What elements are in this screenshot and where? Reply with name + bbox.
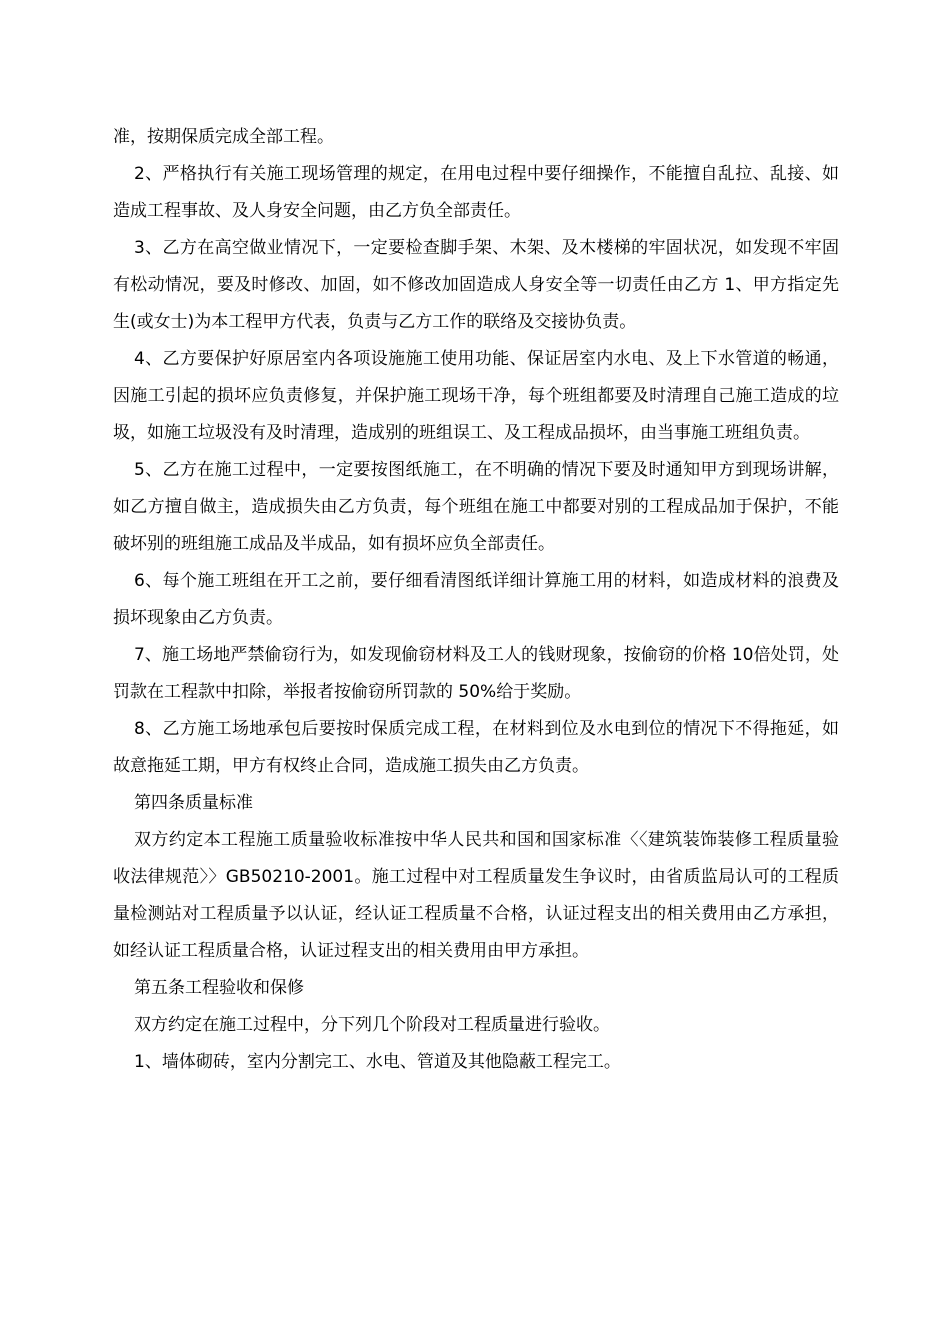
paragraph: 准，按期保质完成全部工程。 [113,127,334,147]
paragraph: 5、乙方在施工过程中，一定要按图纸施工，在不明确的情况下要及时通知甲方到现场讲解，如乙方擅自做主，造成损失由乙方负责，每个班组在施工中都要对别的工程成品加于保护，不能破坏别的班组施工成品及半成品，如有损坏应负全部责任。 [113,460,839,554]
paragraph: 7、施工场地严禁偷窃行为，如发现偷窃材料及工人的钱财现象，按偷窃的价格 10倍处罚，处罚款在工程款中扣除，举报者按偷窃所罚款的 50%给于奖励。 [113,645,839,702]
paragraph: 6、每个施工班组在开工之前，要仔细看清图纸详细计算施工用的材料，如造成材料的浪费及损坏现象由乙方负责。 [113,571,839,628]
document-body [113,119,839,1081]
section-heading: 第四条质量标准 [134,793,253,813]
paragraph: 双方约定本工程施工质量验收标准按中华人民共和国和国家标准〈〈建筑装饰装修工程质量验收法律规范〉〉GB50210-2001。施工过程中对工程质量发生争议时，由省质监局认可的工程质量检测站对工程质量予以认证，经认证工程质量不合格，认证过程支出的相关费用由乙方承担，如经认证工程质量合格，认证过程支出的相关费用由甲方承担。 [113,830,839,961]
paragraph: 8、乙方施工场地承包后要按时保质完成工程，在材料到位及水电到位的情况下不得拖延，如故意拖延工期，甲方有权终止合同，造成施工损失由乙方负责。 [113,719,839,776]
paragraph: 2、严格执行有关施工现场管理的规定，在用电过程中要仔细操作，不能擅自乱拉、乱接、如造成工程事故、及人身安全问题，由乙方负全部责任。 [113,164,839,221]
paragraph: 3、乙方在高空做业情况下，一定要检查脚手架、木架、及木楼梯的牢固状况，如发现不牢固有松动情况，要及时修改、加固，如不修改加固造成人身安全等一切责任由乙方 1、甲方指定先生(或女士)为本工程甲方代表，负责与乙方工作的联络及交接协负责。 [113,238,839,332]
paragraph: 双方约定在施工过程中，分下列几个阶段对工程质量进行验收。 [134,1015,610,1035]
paragraph: 4、乙方要保护好原居室内各项设施施工使用功能、保证居室内水电、及上下水管道的畅通，因施工引起的损坏应负责修复，并保护施工现场干净，每个班组都要及时清理自己施工造成的垃圾，如施工垃圾没有及时清理，造成别的班组误工、及工程成品损坏，由当事施工班组负责。 [113,349,839,443]
section-heading: 第五条工程验收和保修 [134,978,304,998]
paragraph: 1、墙体砌砖，室内分割完工、水电、管道及其他隐蔽工程完工。 [134,1052,621,1072]
